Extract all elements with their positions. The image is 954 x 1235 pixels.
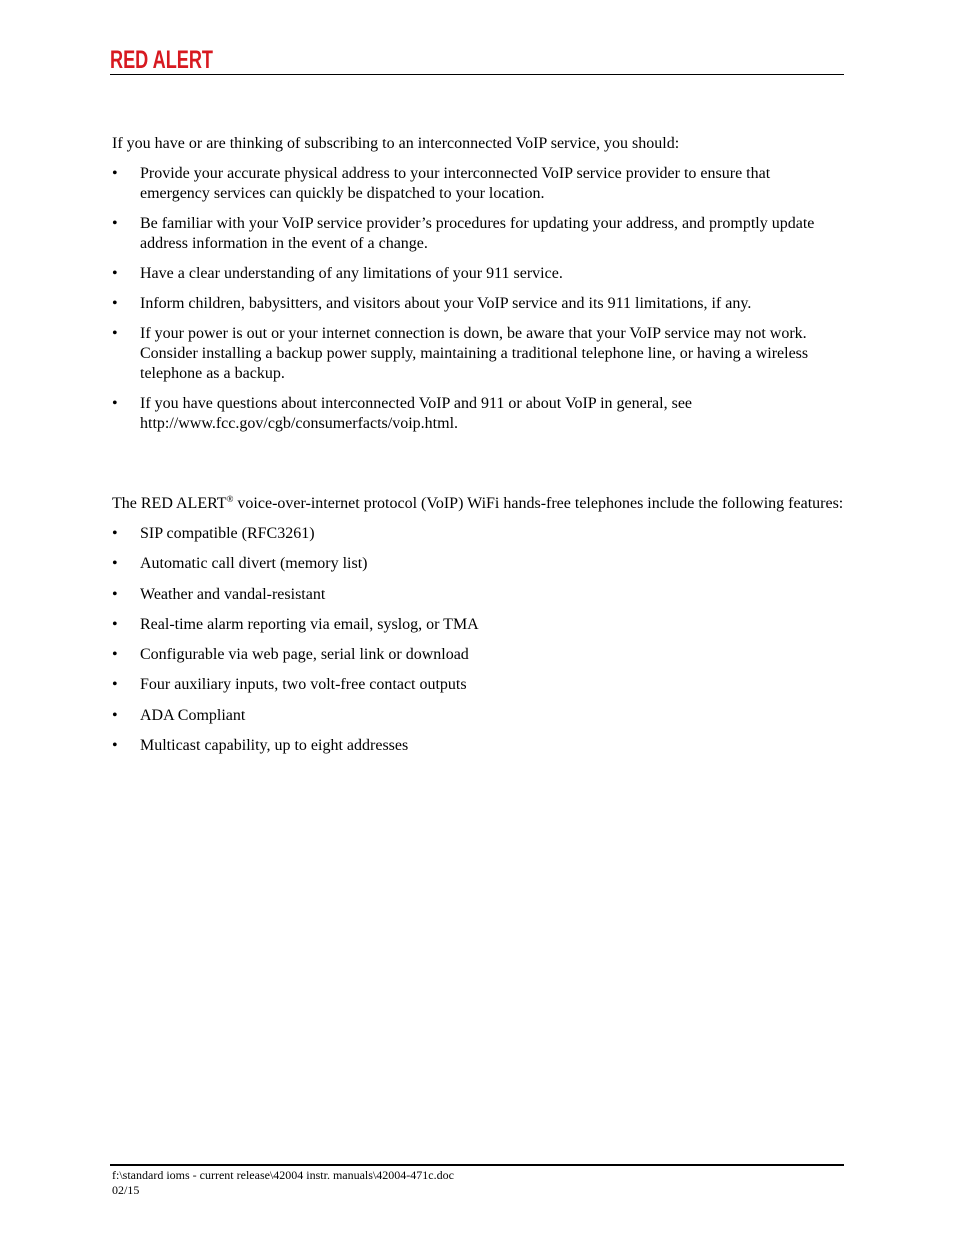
bullet: • xyxy=(112,555,118,573)
list-item: • Multicast capability, up to eight addresses xyxy=(112,737,409,755)
list-item: • Real-time alarm reporting via email, syslog, or TMA xyxy=(112,615,479,633)
bullet: • xyxy=(112,585,118,603)
list-item: • If your power is out or your internet connection is down, be aware that your VoIP service may not work. Consider installing a backup power supply, maintaining a traditional telephone line, or having a wireless telephone as a backup. xyxy=(112,325,809,382)
bullet: • xyxy=(112,737,118,755)
features-intro-paragraph: The RED ALERT® voice-over-internet protocol (VoIP) WiFi hands-free telephones include the following features: xyxy=(112,494,844,512)
bullet: • xyxy=(112,215,118,232)
bullet: • xyxy=(112,706,118,724)
list-item: • Configurable via web page, serial link or download xyxy=(112,646,469,664)
bullet: • xyxy=(112,676,118,694)
bullet: • xyxy=(112,615,118,633)
list-item: • Provide your accurate physical address to your interconnected VoIP service provider to ensure that emergency services can quickly be dispatched to your location. xyxy=(112,165,771,202)
bullet: • xyxy=(112,265,118,282)
list-item: • Four auxiliary inputs, two volt-free contact outputs xyxy=(112,676,467,694)
bullet: • xyxy=(112,525,118,542)
document-body xyxy=(112,134,844,766)
features-list xyxy=(112,524,844,756)
footer-file-path: f:\standard ioms - current release\42004 instr. manuals\42004-471c.doc xyxy=(112,1168,454,1182)
logo-text: RED ALERT xyxy=(110,46,213,74)
bullet: • xyxy=(112,165,118,182)
registered-mark: ® xyxy=(226,494,234,504)
list-item: • Weather and vandal-resistant xyxy=(112,585,326,603)
header-rule xyxy=(110,74,844,75)
list-item: • Be familiar with your VoIP service provider’s procedures for updating your address, and promptly update address information in the event of a change. xyxy=(112,215,815,252)
bullet: • xyxy=(112,395,118,412)
bullet: • xyxy=(112,295,118,312)
list-item: • If you have questions about interconnected VoIP and 911 or about VoIP in general, see http://www.fcc.gov/cgb/consumerfacts/voip.html. xyxy=(112,395,693,432)
red-alert-logo xyxy=(110,46,220,74)
list-item: • SIP compatible (RFC3261) xyxy=(112,525,315,542)
list-item: • Have a clear understanding of any limitations of your 911 service. xyxy=(112,265,563,282)
bullet: • xyxy=(112,325,118,342)
list-item: • Inform children, babysitters, and visitors about your VoIP service and its 911 limitations, if any. xyxy=(112,295,752,312)
page-footer xyxy=(112,1168,454,1198)
intro-paragraph: If you have or are thinking of subscribing to an interconnected VoIP service, you should: xyxy=(112,135,680,152)
bullet: • xyxy=(112,646,118,664)
voip-tips-list xyxy=(112,164,844,434)
footer-rule xyxy=(110,1164,844,1166)
list-item: • ADA Compliant xyxy=(112,706,246,724)
footer-date: 02/15 xyxy=(112,1183,140,1197)
list-item: • Automatic call divert (memory list) xyxy=(112,555,368,573)
